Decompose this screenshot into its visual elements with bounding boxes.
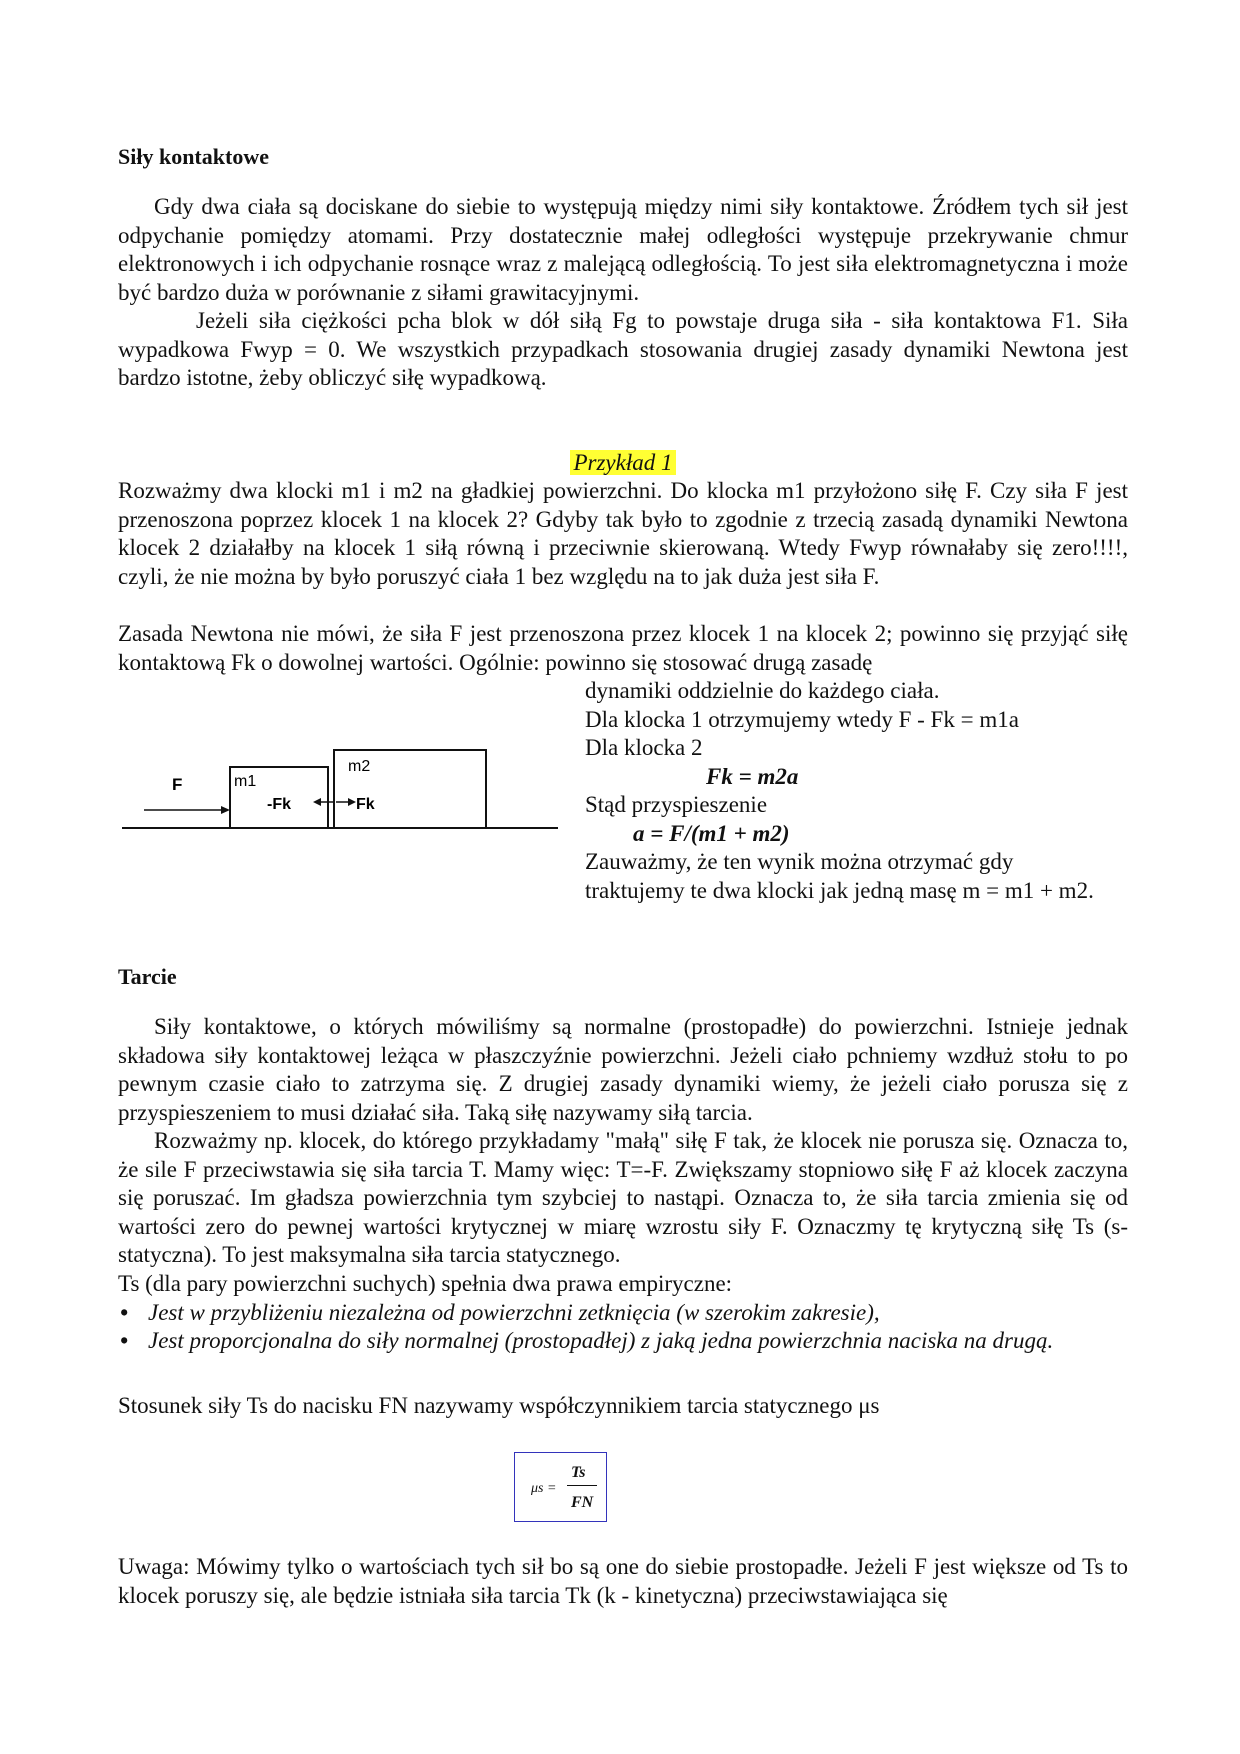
section-heading-friction: [118, 963, 1128, 992]
contact-label: Fk: [356, 796, 375, 813]
force-arrow-head: [221, 806, 230, 814]
paragraph-note: [118, 1553, 1128, 1610]
paragraph-static-coefficient: [118, 1392, 1128, 1421]
paragraph-text: Rozważmy np. klocek, do którego przykładamy "małą" siłę F tak, że klocek nie porusza się. Oznacza to, że sile F przeciwstawia się siła tarcia T. Mamy więc: T=-F. Zwiększamy stopniowo siłę F aż klocek zaczyna się poruszać. Im gładsza powierzchnia tym szybciej to nastąpi. Oznacza to, że siła tarcia zmienia się od wartości zero do pewnej wartości krytycznej w miarę wzrostu siły F. Oznaczmy tę krytyczną siłę Ts (s-statyczna). To jest maksymalna siła tarcia statycznego.: [118, 1128, 1128, 1267]
example-title: [118, 449, 1128, 478]
derivation-line-2: Dla klocka 1 otrzymujemy wtedy F - Fk = m1a: [585, 706, 1019, 732]
empirical-laws-list: [118, 1299, 1128, 1356]
paragraph-newton-contact: [118, 620, 1128, 677]
list-item: • Jest w przybliżeniu niezależna od powierzchni zetknięcia (w szerokim zakresie),: [148, 1299, 1128, 1328]
paragraph-friction-intro: [118, 1013, 1128, 1127]
paragraph-text: Jeżeli siła ciężkości pcha blok w dół siłą Fg to powstaje druga siła - siła kontaktowa F1. Siła wypadkowa Fwyp = 0. We wszystkich przypadkach stosowania drugiej zasady dynamiki Newtona jest bardzo istotne, żeby obliczyć siłę wypadkową.: [118, 308, 1128, 390]
section-heading-contact-forces: [118, 143, 1128, 172]
static-friction-formula: [514, 1452, 607, 1522]
derivation-line-5: Stąd przyspieszenie: [585, 792, 768, 817]
example-derivation: [585, 677, 1094, 905]
paragraph-text: Rozważmy dwa klocki m1 i m2 na gładkiej powierzchni. Do klocka m1 przyłożono siłę F. Czy siła F jest przenoszona poprzez klocek 1 na klocek 2? Gdyby tak było to zgodnie z trzecią zasadą dynamiki Newtona klocek 2 działałby na klocek 1 siłą równą i przeciwnie skierowaną. Wtedy Fwyp równałaby się zero!!!!, czyli, że nie można by było poruszyć ciała 1 bez względu na to jak duża jest siła F.: [118, 478, 1128, 589]
paragraph-text: Ts (dla pary powierzchni suchych) spełnia dwa prawa empiryczne:: [118, 1271, 733, 1296]
paragraph-text: Zasada Newtona nie mówi, że siła F jest przenoszona przez klocek 1 na klocek 2; powinno się przyjąć siłę kontaktową Fk o dowolnej wartości. Ogólnie: powinno się stosować drugą zasadę: [118, 621, 1128, 675]
list-item: • Jest proporcjonalna do siły normalnej (prostopadłej) z jaką jedna powierzchnia naciska na drugą.: [148, 1327, 1128, 1356]
paragraph-static-friction: [118, 1127, 1128, 1270]
paragraph-text: Siły kontaktowe, o których mówiliśmy są normalne (prostopadłe) do powierzchni. Istnieje jednak składowa siły kontaktowej leżąca w płaszczyźnie powierzchni. Jeżeli ciało pchniemy wzdłuż stołu to po pewnym czasie ciało to zatrzyma się. Z drugiej zasady dynamiki wiemy, że jeżeli ciało porusza się z przyspieszeniem to musi działać siła. Taką siłę nazywamy siłą tarcia.: [118, 1014, 1128, 1125]
derivation-line-7: Zauważmy, że ten wynik można otrzymać gdy traktujemy te dwa klocki jak jedną masę m = m1 + m2.: [585, 849, 1094, 903]
derivation-equation-block2: Fk = m2a: [706, 763, 799, 789]
heading-text: Tarcie: [118, 964, 177, 989]
contact-arrow-head: [348, 798, 356, 806]
derivation-line-1: dynamiki oddzielnie do każdego ciała.: [585, 678, 940, 703]
derivation-equation-acceleration: a = F/(m1 + m2): [633, 820, 790, 846]
example-title-text: Przykład 1: [570, 450, 675, 475]
paragraph-empirical-laws: [118, 1270, 1128, 1356]
paragraph-text: Stosunek siły Ts do nacisku FN nazywamy współczynnikiem tarcia statycznego μs: [118, 1393, 880, 1418]
fraction-bar: [567, 1485, 597, 1486]
neg-contact-arrow-head: [313, 798, 321, 806]
formula-denominator: FN: [571, 1494, 594, 1511]
paragraph-contact-forces-intro: [118, 193, 1128, 307]
neg-contact-label: -Fk: [267, 796, 291, 813]
block1-label: m1: [234, 773, 257, 790]
heading-text: Siły kontaktowe: [118, 144, 269, 169]
paragraph-text: Gdy dwa ciała są dociskane do siebie to występują między nimi siły kontaktowe. Źródłem tych sił jest odpychanie pomiędzy atomami. Przy dostatecznie małej odległości występuje przekrywanie chmur elektronowych i ich odpychanie rosnące wraz z malejącą odległością. To jest siła elektromagnetyczna i może być bardzo duża w porównanie z siłami grawitacyjnymi.: [118, 194, 1128, 305]
block2-label: m2: [348, 758, 371, 775]
formula-lhs: μs =: [531, 1481, 557, 1496]
derivation-line-3: Dla klocka 2: [585, 735, 703, 760]
formula-numerator: Ts: [571, 1464, 586, 1481]
two-blocks-diagram: [120, 745, 560, 835]
force-label: F: [172, 775, 183, 794]
paragraph-example-question: [118, 477, 1128, 591]
paragraph-contact-force-weight: [118, 307, 1128, 393]
paragraph-text: Uwaga: Mówimy tylko o wartościach tych sił bo są one do siebie prostopadłe. Jeżeli F jest większe od Ts to klocek poruszy się, ale będzie istniała siła tarcia Tk (k - kinetyczna) przeciwstawiająca się: [118, 1554, 1128, 1608]
